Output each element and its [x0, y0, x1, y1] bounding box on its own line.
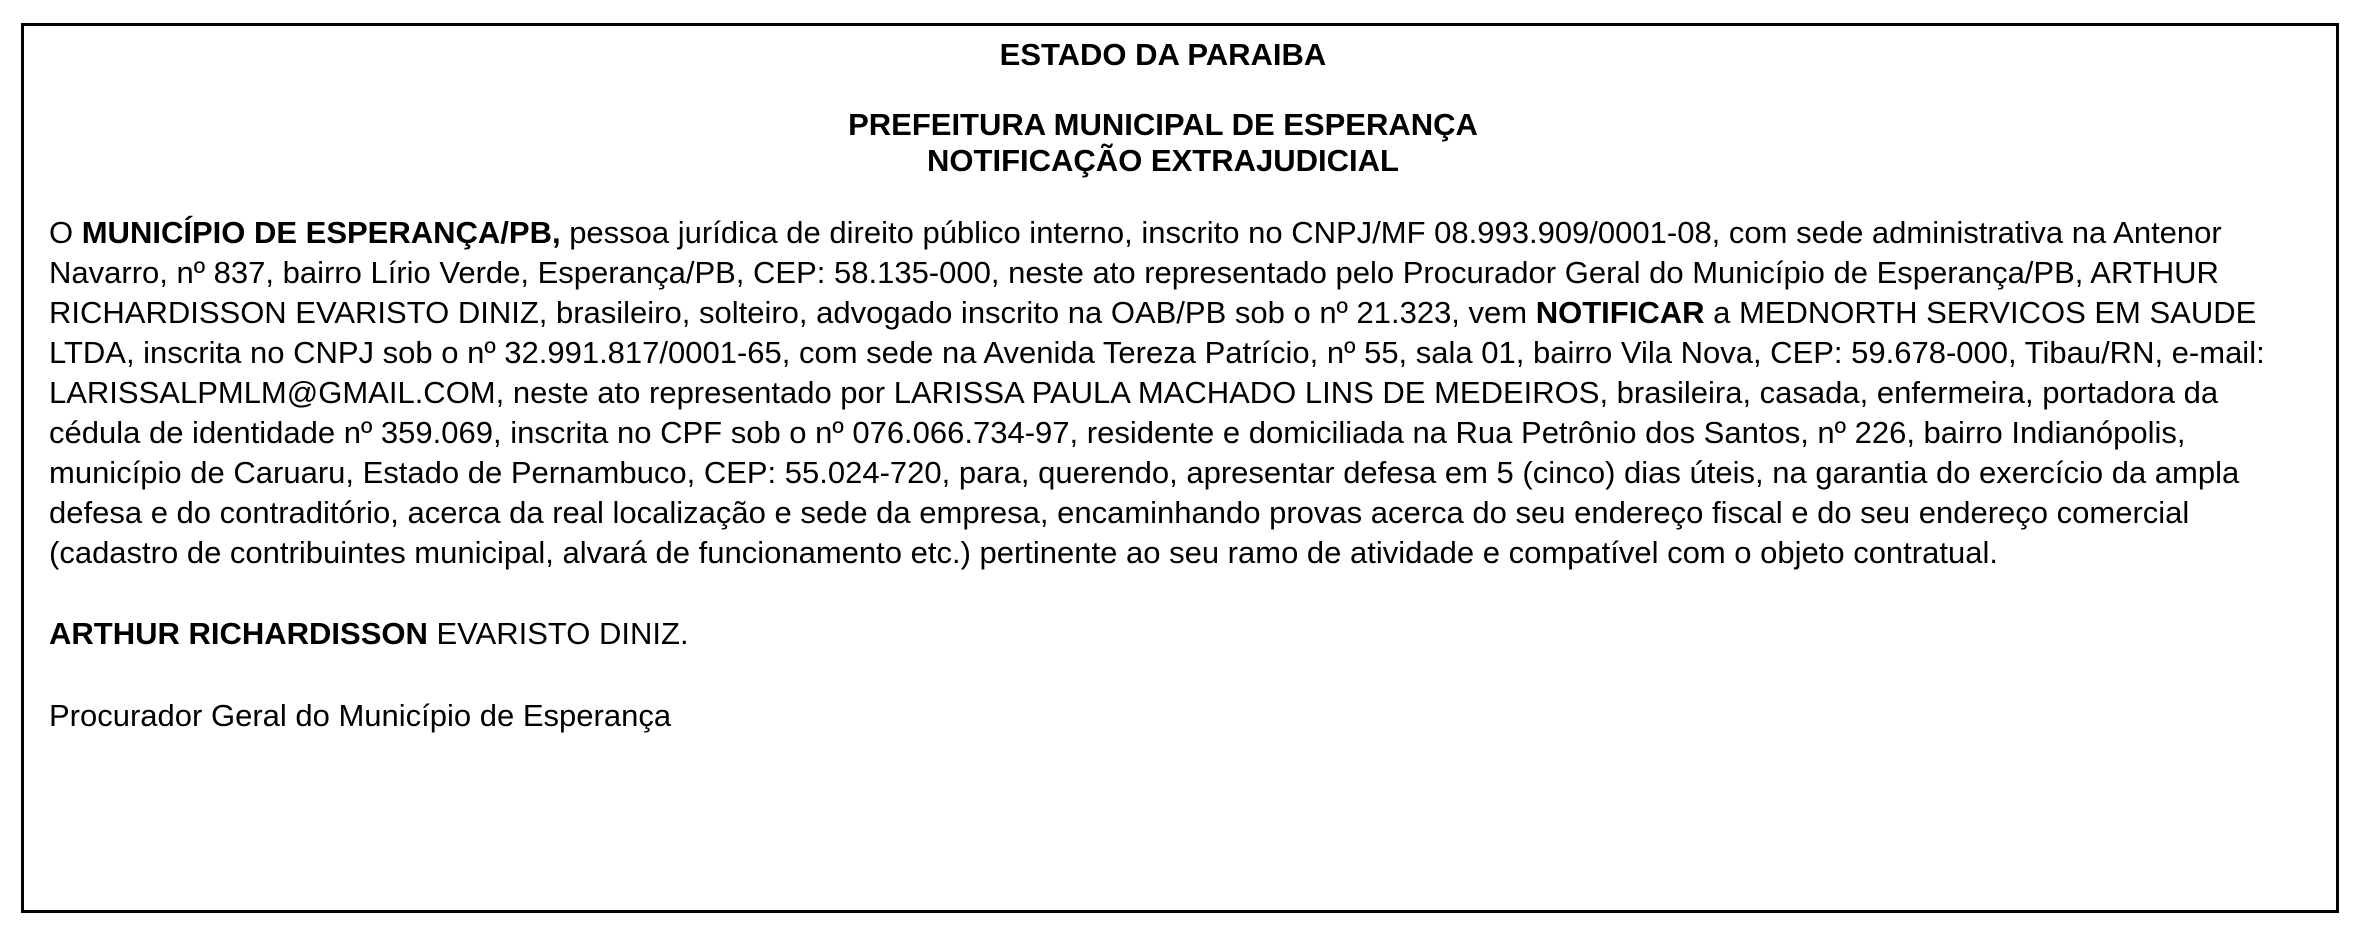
body-text-part2: a MEDNORTH SERVICOS EM SAUDE LTDA, inscrita no CNPJ sob o nº 32.991.817/0001-65, com sede na Avenida Tereza Patrício, nº 55, sala 01, bairro Vila Nova, CEP: 59.678-000, Tibau/RN, e-mail: LARISSALPMLM@GMAIL.COM, neste ato representado por LARISSA PAULA MACHADO LINS DE MEDEIROS, brasileira, casada, enfermeira, portadora da cédula de identidade nº 359.069, inscrita no CPF sob o nº 076.066.734-97, residente e domiciliada na Rua Petrônio dos Santos, nº 226, bairro Indianópolis, município de Caruaru, Estado de Pernambuco, CEP: 55.024-720, para, querendo, apresentar defesa em 5 (cinco) dias úteis, na garantia do exercício da ampla defesa e do contraditório, acerca da real localização e sede da empresa, encaminhando provas acerca do seu endereço fiscal e do seu endereço comercial (cadastro de contribuintes municipal, alvará de funcionamento etc.) pertinente ao seu ramo de atividade e compatível com o objeto contratual. — [49, 295, 2265, 570]
body-action: NOTIFICAR — [1535, 295, 1705, 330]
prefecture-heading: PREFEITURA MUNICIPAL DE ESPERANÇA — [848, 107, 1478, 142]
body-lead: O — [49, 215, 82, 250]
body-text-part1: pessoa jurídica de direito público interno, inscrito no CNPJ/MF 08.993.909/0001-08, com sede administrativa na Antenor Navarro, nº 837, bairro Lírio Verde, Esperança/PB, CEP: 58.135-000, neste ato representado pelo Procurador Geral do Município de Esperança/PB, ARTHUR RICHARDISSON EVARISTO DINIZ, brasileiro, solteiro, advogado inscrito na OAB/PB sob o nº 21.323, vem — [49, 215, 2222, 330]
document-type-heading: NOTIFICAÇÃO EXTRAJUDICIAL — [927, 143, 1399, 178]
signatory-name-bold: ARTHUR RICHARDISSON — [49, 616, 428, 651]
signatory-name-rest: EVARISTO DINIZ. — [427, 616, 689, 651]
notice-content — [49, 37, 2277, 736]
signatory-name — [49, 614, 2277, 654]
signatory-role: Procurador Geral do Município de Esperança — [49, 698, 672, 733]
body-entity: MUNICÍPIO DE ESPERANÇA/PB, — [81, 215, 561, 250]
notice-body — [49, 213, 2309, 573]
state-heading: ESTADO DA PARAIBA — [999, 37, 1327, 72]
